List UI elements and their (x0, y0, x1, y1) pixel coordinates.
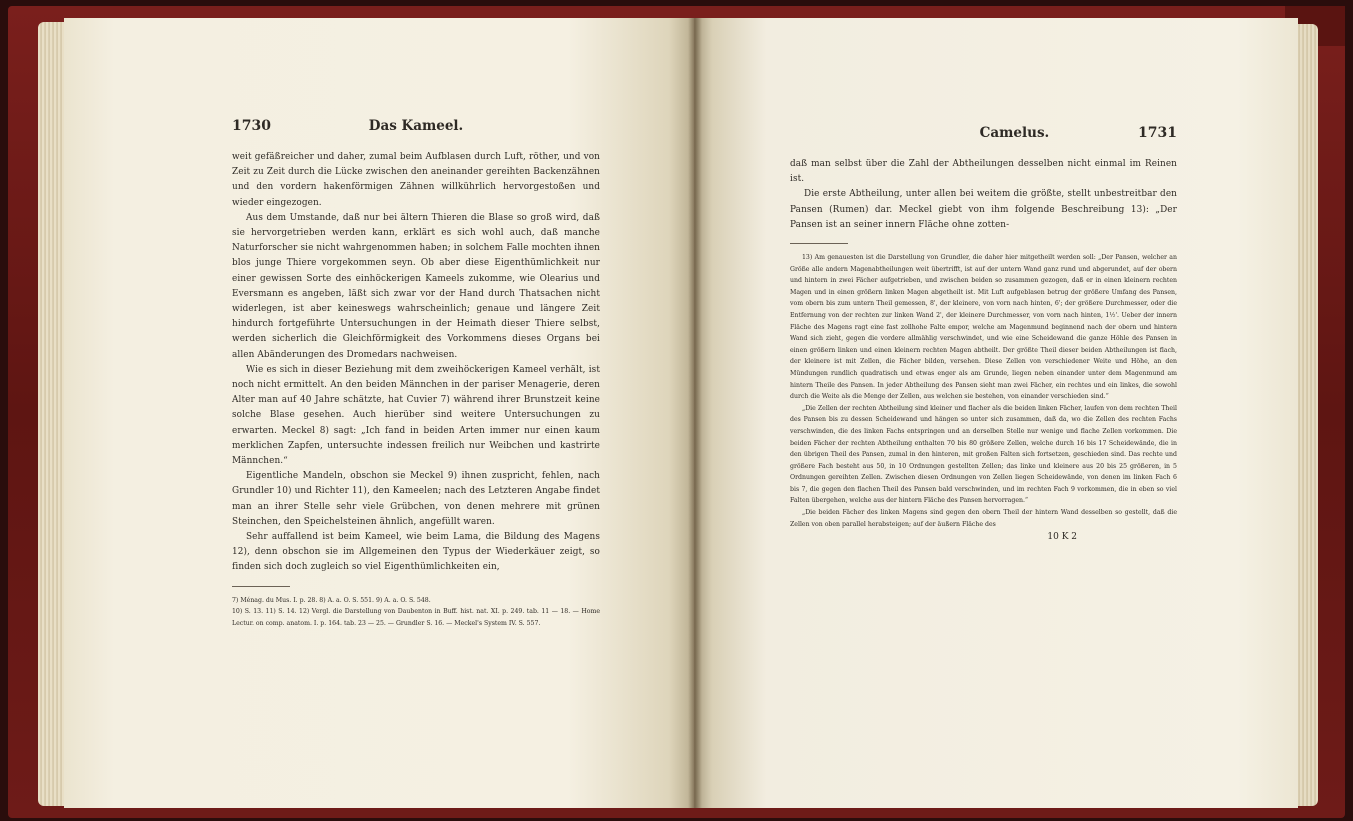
running-title: Camelus. (979, 125, 1050, 141)
paragraph: daß man selbst über die Zahl der Abtheilungen desselben nicht einmal im Reinen ist. (790, 159, 1177, 185)
right-page-body (790, 157, 1177, 233)
page-number: 1731 (1138, 125, 1177, 141)
right-page-header (790, 125, 1177, 147)
paragraph: Aus dem Umstande, daß nur bei ältern Thieren die Blase so groß wird, daß sie hervorgetrieben werden kann, erklärt es sich wohl auch, daß manche Naturforscher sie nicht wahrgenommen haben; in solchem Falle mochten ihnen blos junge Thiere vorgekommen seyn. Ob aber diese Eigenthümlichkeit nur einer gewissen Sorte des einhöckerigen Kameels zukomme, wie Olearius und Eversmann es angeben, läßt sich zwar vor der Hand durch Thatsachen nicht widerlegen, ist aber keineswegs wahrscheinlich; genaue und längere Zeit hindurch fortgeführte Untersuchungen in der Heimath dieser Thiere selbst, werden sicherlich die Gleichförmigkeit des Vorkommens dieses Organs bei allen Abänderungen des Dromedars nachweisen. (232, 212, 600, 360)
footnote-rule (790, 243, 848, 244)
left-page-body (232, 150, 600, 576)
page-edges-right (1296, 24, 1318, 806)
footnote: „Die beiden Fächer des linken Magens sind gegen den obern Theil der hintern Wand desselben so gestellt, daß die Zellen von oben parallel herabsteigen; auf der äußern Fläche des (790, 509, 1177, 528)
right-page-content (790, 125, 1177, 542)
running-title: Das Kameel. (368, 118, 464, 134)
right-footnotes (790, 252, 1177, 530)
page-number: 1730 (232, 118, 271, 134)
paragraph: Wie es sich in dieser Beziehung mit dem zweihöckerigen Kameel verhält, ist noch nicht ermittelt. An den beiden Männchen in der pariser Menagerie, deren Alter man auf 40 Jahre schätzte, hat Cuvier 7) während ihrer Brunstzeit keine solche Blase gesehen. Auch hierüber sind weitere Untersuchungen zu erwarten. Meckel 8) sagt: „Ich fand in beiden Arten immer nur einen kaum merklichen Zapfen, untersuchte indessen freilich nur Weibchen und kastrirte Männchen.“ (232, 364, 600, 467)
left-page-header (232, 118, 600, 140)
paragraph: Die erste Abtheilung, unter allen bei weitem die größte, stellt unbestreitbar den Pansen (Rumen) dar. Meckel giebt von ihm folgende Beschreibung 13): „Der Pansen ist an seiner innern Fläche ohne zotten- (790, 189, 1177, 230)
footnote: 7) Ménag. du Mus. I. p. 28. 8) A. a. O. S. 551. 9) A. a. O. S. 548. (232, 596, 431, 604)
footnote: 10) S. 13. 11) S. 14. 12) Vergl. die Darstellung von Daubenton in Buff. hist. nat. XI. p. 249. tab. 11 — 18. — Home Lectur. on comp. anatom. I. p. 164. tab. 23 — 25. — Grundler S. 16. — Meckel's System IV. S. 557. (232, 608, 600, 627)
book-gutter (688, 18, 702, 808)
paragraph: Sehr auffallend ist beim Kameel, wie beim Lama, die Bildung des Magens 12), denn obschon sie im Allgemeinen den Typus der Wiederkäuer zeigt, so finden sich doch zugleich so viel Eigenthümlichkeiten ein, (232, 532, 600, 573)
left-page-content (232, 118, 600, 629)
footnote: 13) Am genauesten ist die Darstellung von Grundler, die daher hier mitgetheilt werden soll: „Der Pansen, welcher an Größe alle andern Magenabtheilungen weit übertrifft, ist auf der untern Wand ganz rund und abgerundet, auf der obern und hintern in zwei Fächer aufgetrieben, und zwischen beiden so zusammen gezogen, daß er in einen kleinern rechten Magen und in einen größern linken Magen abgetheilt ist. Mit Luft aufgeblasen betrug der größere Umfang des Pansen, vom obern bis zum untern Theil gemessen, 8', der kleinere, von vorn nach hinten, 6'; der größere Durchmesser, oder die Entfernung von der rechten zur linken Wand 2', der kleinere Durchmesser, von vorn nach hinten, 1½'. Ueber der innern Fläche des Magens ragt eine fast zollhohe Falte empor, welche am Magenmund beginnend nach der obern und hintern Wand sich zieht, gegen die vordere allmählig verschwindet, und wie eine Scheidewand die ganze Höhle des Pansen in einen größern linken und einen kleinern rechten Magen abtheilt. Der größte Theil dieser beiden Abtheilungen ist flach, der kleinere ist mit Zellen, die Fächer bilden, versehen. Diese Zellen von verschiedener Weite und Höhe, an den Mündungen rundlich quadratisch und etwas enger als am Grunde, liegen neben einander unter dem Magenmund am hintern Theile des Pansen. In jeder Abtheilung des Pansen sieht man zwei Fächer, ein rechtes und ein linkes, die sowohl durch die Weite als die Menge der Zellen, aus welchen sie bestehen, von einander verschieden sind.“ (790, 254, 1177, 401)
footnote-rule (232, 586, 290, 587)
paragraph: weit gefäßreicher und daher, zumal beim Aufblasen durch Luft, röther, und von Zeit zu Zeit durch die Lücke zwischen den aneinander gereihten Backenzähnen und den vordern hakenförmigen Zähnen willkührlich hervorgestoßen und wieder eingezogen. (232, 152, 600, 208)
paragraph: Eigentliche Mandeln, obschon sie Meckel 9) ihnen zuspricht, fehlen, nach Grundler 10) und Richter 11), den Kameelen; nach des Letzteren Angabe findet man an ihrer Stelle sehr viele Grübchen, von denen mehrere mit grünen Steinchen, den Speichelsteinen ähnlich, angefüllt waren. (232, 471, 600, 527)
left-footnotes (232, 595, 600, 630)
signature-mark: 10 K 2 (1047, 532, 1077, 543)
footnote: „Die Zellen der rechten Abtheilung sind kleiner und flacher als die beiden linken Fächer, laufen von dem rechten Theil des Pansen bis zu dessen Scheidewand und hängen so unter sich zusammen, daß da, wo die Zellen des rechten Fachs verschwinden, die des linken Fachs entspringen und an derselben Stelle nur wenige und flache Zellen vorkommen. Die beiden Fächer der rechten Abtheilung enthalten 70 bis 80 größere Zellen, welche durch 16 bis 17 Scheidewände, die in den übrigen Theil des Pansen, zumal in den hinteren, mit großen Falten sich fortsetzen, geschieden sind. Das rechte und größere Fach besteht aus 50, in 10 Ordnungen gestellten Zellen; das linke und kleinere aus 20 bis 25 größeren, in 5 Ordnungen gereihten Zellen. Zwischen diesen Ordnungen von Zellen liegen Scheidewände, von denen im linken Fach 6 bis 7, die gegen den flachen Theil des Pansen bald verschwinden, und im rechten Fach 9 vorkommen, die in eben so viel Falten übergehen, welche aus der hintern Fläche des Pansen hervorragen.“ (790, 404, 1177, 505)
